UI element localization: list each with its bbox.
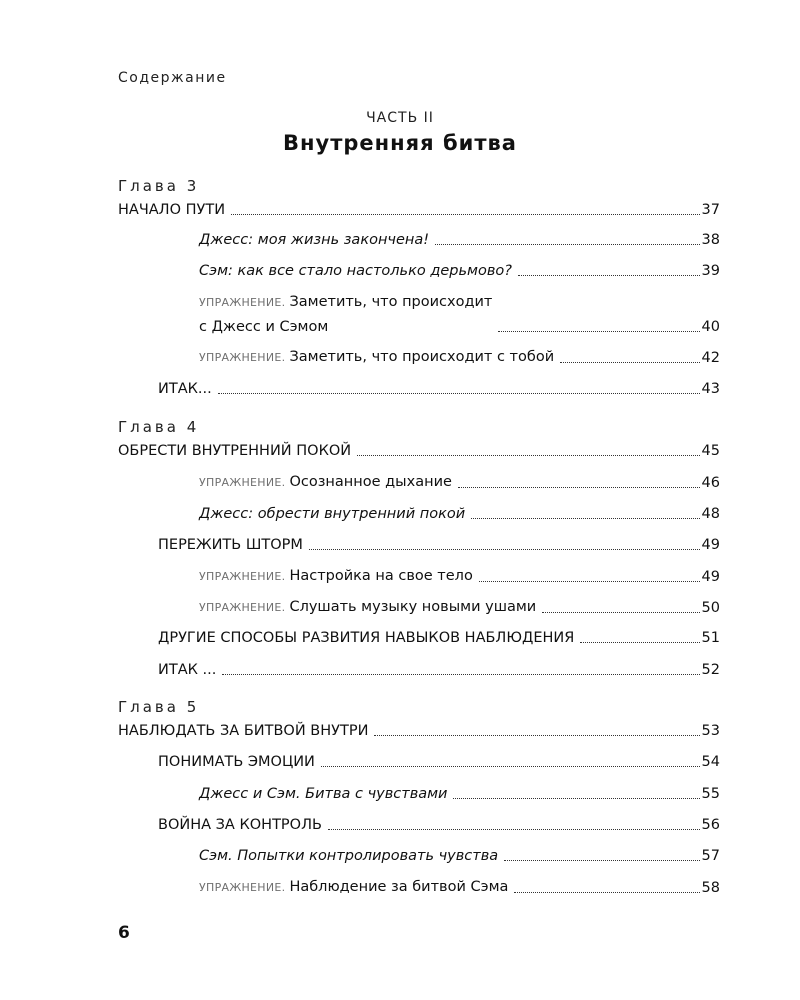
dot-leader	[542, 612, 699, 613]
exercise-label: УПРАЖНЕНИЕ.	[199, 296, 286, 309]
page-ref: 56	[701, 817, 720, 833]
dot-leader	[357, 455, 699, 456]
dot-leader	[518, 275, 700, 276]
page-ref: 49	[701, 569, 720, 585]
toc-entry[interactable]: Джесс: обрести внутренний покой 48	[199, 506, 720, 522]
page-ref: 50	[701, 600, 720, 616]
page-ref: 37	[701, 202, 720, 218]
dot-leader	[498, 331, 699, 332]
toc-entry[interactable]: ПОНИМАТЬ ЭМОЦИИ 54	[158, 754, 720, 770]
toc-entry[interactable]: ВОЙНА ЗА КОНТРОЛЬ 56	[158, 817, 720, 833]
exercise-label: УПРАЖНЕНИЕ.	[199, 601, 286, 614]
dot-leader	[218, 393, 700, 394]
exercise-label: УПРАЖНЕНИЕ.	[199, 881, 286, 894]
toc-entry[interactable]: УПРАЖНЕНИЕ. Наблюдение за битвой Сэма 58	[199, 879, 720, 896]
dot-leader	[328, 829, 700, 830]
exercise-label: УПРАЖНЕНИЕ.	[199, 570, 286, 583]
page-ref: 49	[701, 537, 720, 553]
toc-entry[interactable]: НАЧАЛО ПУТИ 37	[118, 202, 720, 218]
toc-entry[interactable]: ОБРЕСТИ ВНУТРЕННИЙ ПОКОЙ 45	[118, 443, 720, 459]
chapter-label: Глава 5	[118, 698, 200, 716]
toc-entry[interactable]: ИТАК ... 52	[158, 662, 720, 678]
dot-leader	[471, 518, 699, 519]
page-ref: 55	[701, 786, 720, 802]
toc-entry[interactable]: УПРАЖНЕНИЕ. Заметить, что происходит с Джесс и Сэмом 40	[199, 294, 720, 335]
page-ref: 52	[701, 662, 720, 678]
toc-entry[interactable]: УПРАЖНЕНИЕ. Заметить, что происходит с тобой 42	[199, 349, 720, 366]
dot-leader	[374, 735, 699, 736]
toc-entry[interactable]: ИТАК... 43	[158, 381, 720, 397]
page-ref: 48	[701, 506, 720, 522]
page-ref: 58	[701, 880, 720, 896]
exercise-label: УПРАЖНЕНИЕ.	[199, 476, 286, 489]
page-ref: 40	[701, 319, 720, 335]
toc-entry[interactable]: УПРАЖНЕНИЕ. Настройка на свое тело 49	[199, 568, 720, 585]
dot-leader	[222, 674, 699, 675]
dot-leader	[479, 581, 700, 582]
dot-leader	[514, 892, 699, 893]
dot-leader	[580, 642, 699, 643]
dot-leader	[453, 798, 699, 799]
page-ref: 45	[701, 443, 720, 459]
toc-entry[interactable]: ДРУГИЕ СПОСОБЫ РАЗВИТИЯ НАВЫКОВ НАБЛЮДЕНИЯ 51	[158, 630, 720, 646]
page-ref: 42	[701, 350, 720, 366]
dot-leader	[458, 487, 700, 488]
dot-leader	[321, 766, 700, 767]
page-ref: 57	[701, 848, 720, 864]
dot-leader	[435, 244, 699, 245]
toc-entry[interactable]: Джесс и Сэм. Битва с чувствами 55	[199, 786, 720, 802]
dot-leader	[560, 362, 699, 363]
toc-entry[interactable]: Сэм: как все стало настолько дерьмово? 39	[199, 263, 720, 279]
part-title: Внутренняя битва	[283, 131, 517, 155]
toc-entry[interactable]: УПРАЖНЕНИЕ. Осознанное дыхание 46	[199, 474, 720, 491]
chapter-label: Глава 4	[118, 418, 200, 436]
page-ref: 43	[701, 381, 720, 397]
toc-entry[interactable]: Джесс: моя жизнь закончена! 38	[199, 232, 720, 248]
page-number: 6	[118, 923, 130, 943]
toc-entry[interactable]: УПРАЖНЕНИЕ. Слушать музыку новыми ушами 50	[199, 599, 720, 616]
toc-entry[interactable]: НАБЛЮДАТЬ ЗА БИТВОЙ ВНУТРИ 53	[118, 723, 720, 739]
dot-leader	[309, 549, 700, 550]
page-ref: 39	[701, 263, 720, 279]
dot-leader	[231, 214, 699, 215]
running-header: Содержание	[118, 70, 227, 86]
exercise-label: УПРАЖНЕНИЕ.	[199, 351, 286, 364]
part-label: ЧАСТЬ II	[366, 110, 434, 126]
page-ref: 53	[701, 723, 720, 739]
toc-entry[interactable]: ПЕРЕЖИТЬ ШТОРМ 49	[158, 537, 720, 553]
page-ref: 38	[701, 232, 720, 248]
page-ref: 46	[701, 475, 720, 491]
page-ref: 51	[701, 630, 720, 646]
chapter-label: Глава 3	[118, 177, 200, 195]
toc-entry[interactable]: Сэм. Попытки контролировать чувства 57	[199, 848, 720, 864]
dot-leader	[504, 860, 699, 861]
page-ref: 54	[701, 754, 720, 770]
